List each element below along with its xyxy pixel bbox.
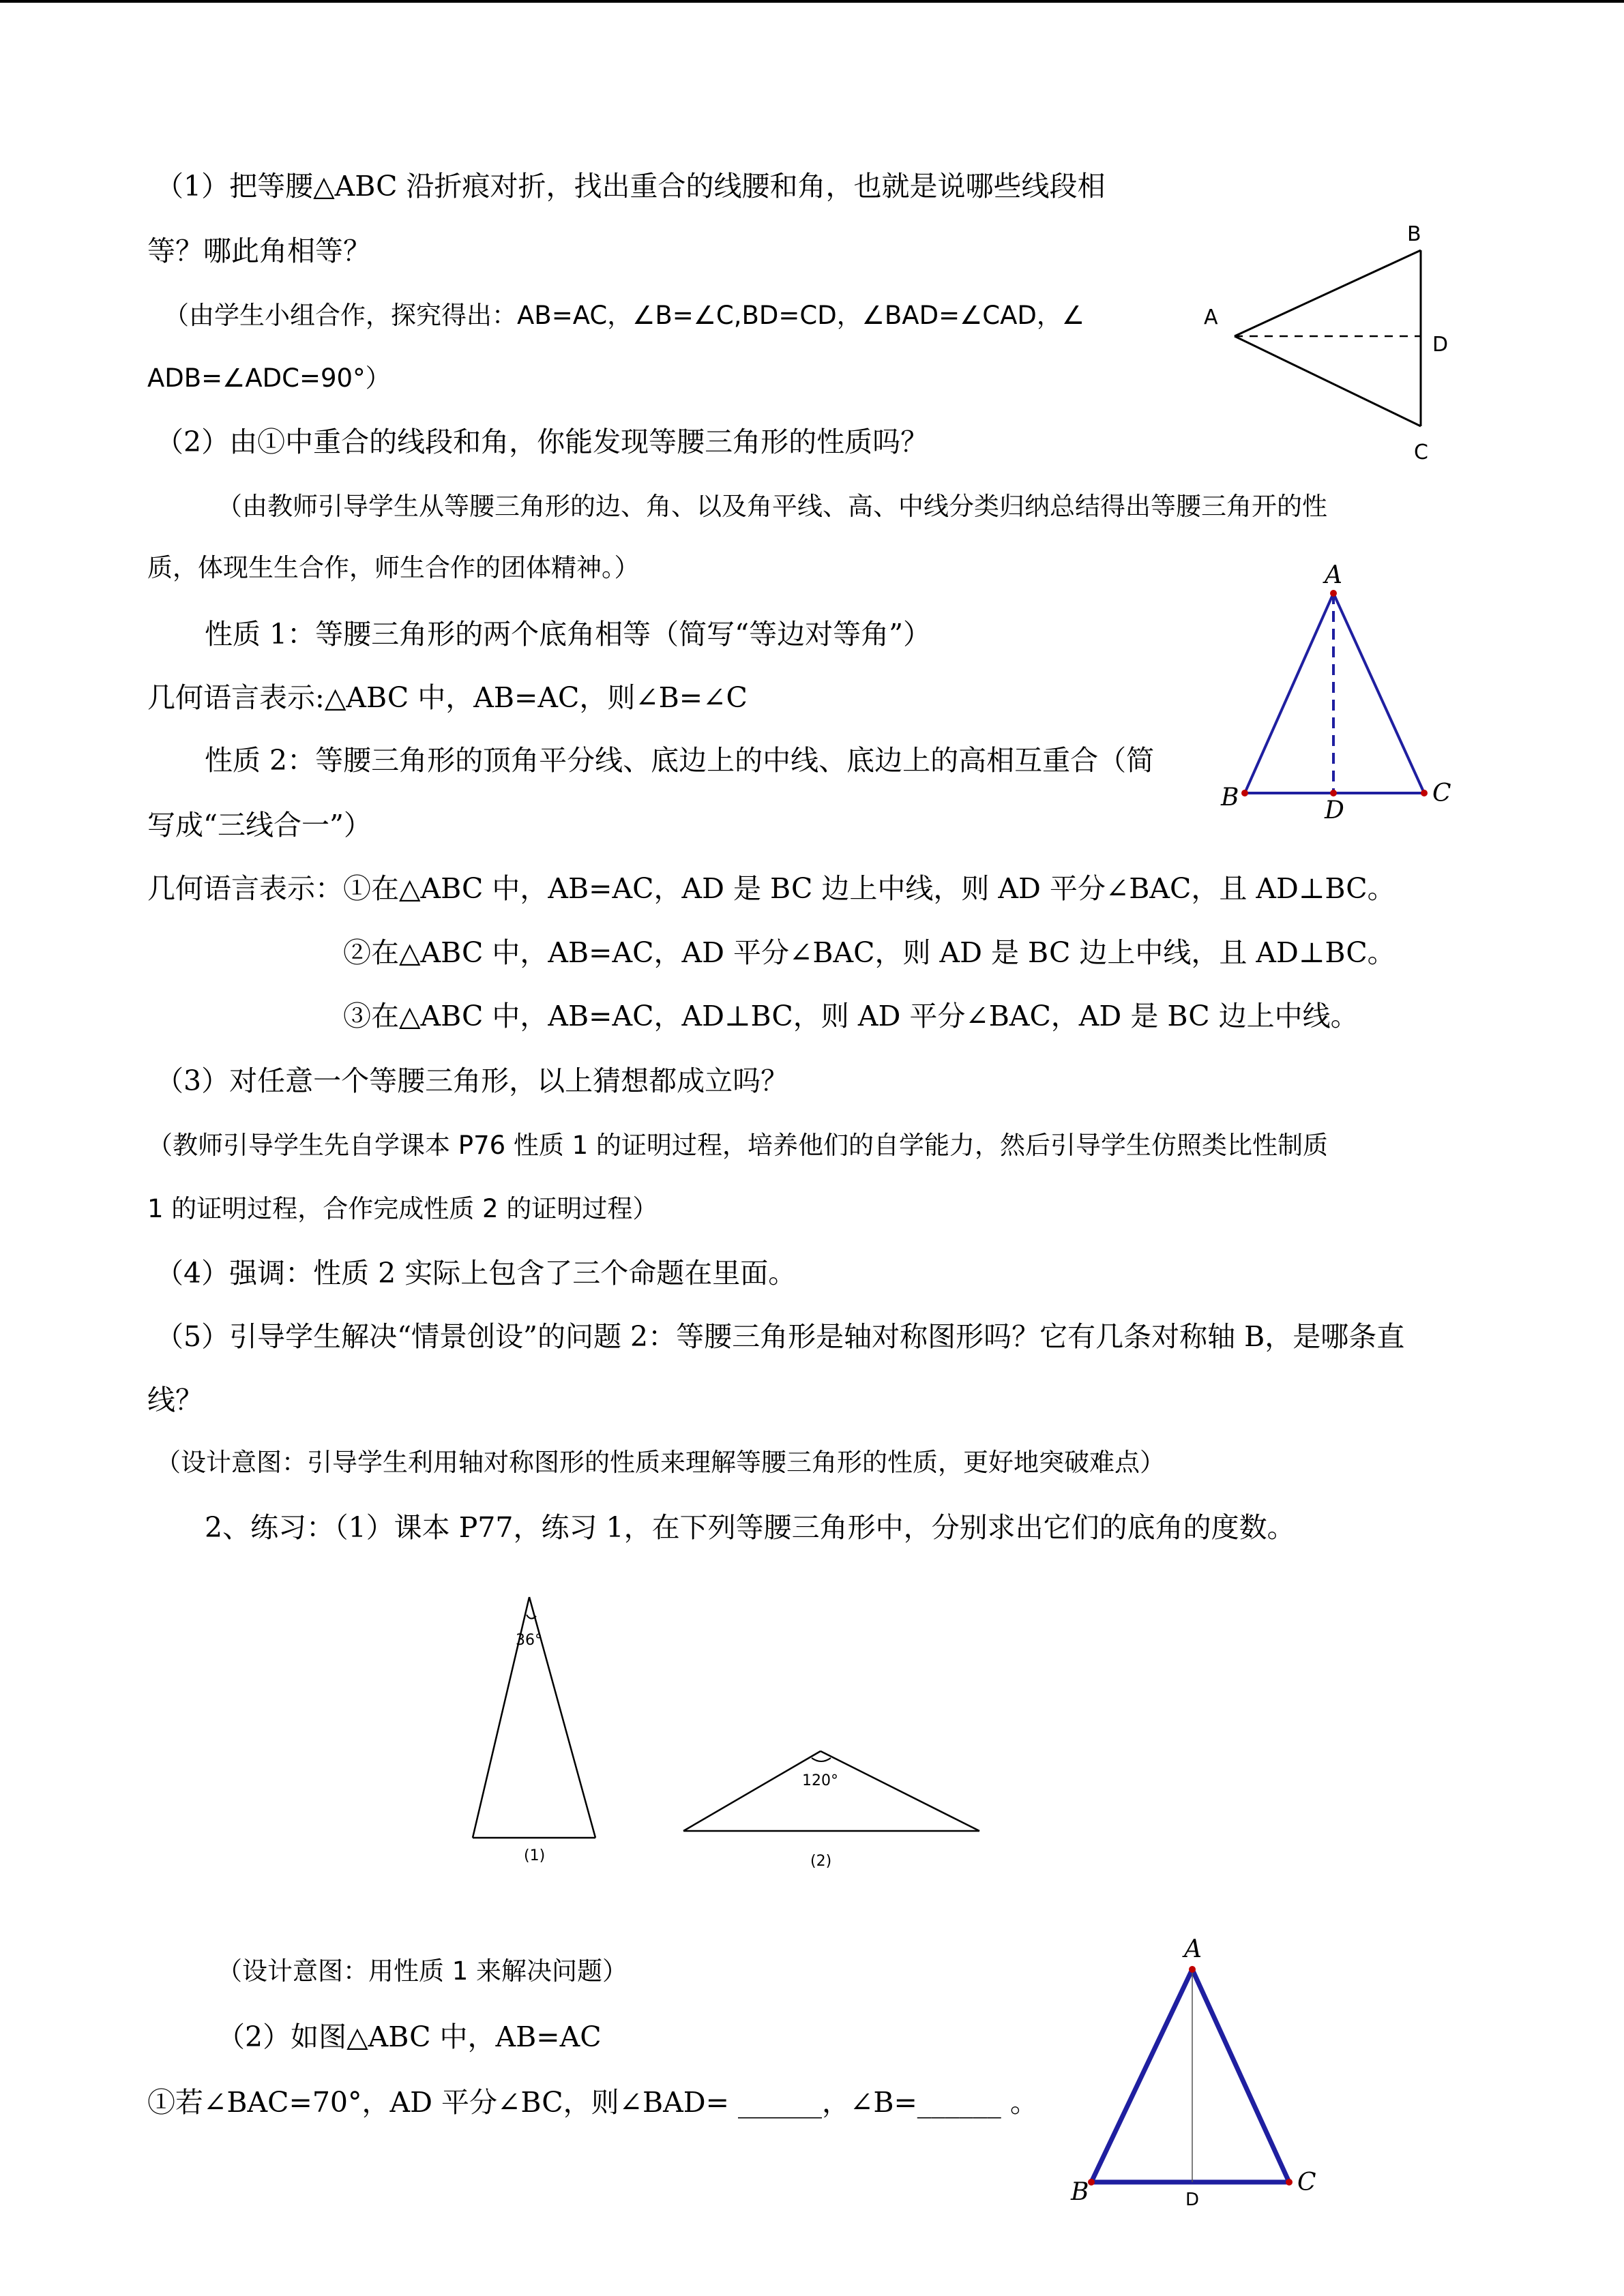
text-line-9: 几何语言表示:△ABC 中，AB=AC，则∠B=∠C: [147, 681, 748, 714]
text-line-11: 写成“三线合一”）: [147, 809, 372, 841]
text-line-1: （1）把等腰△ABC 沿折痕对折，找出重合的线腰和角，也就是说哪些线段相: [156, 170, 1106, 203]
text-line-2: 等？哪此角相等？: [147, 235, 371, 267]
text-line-23: （设计意图：用性质 1 来解决问题）: [217, 1956, 628, 1986]
text-line-24: （2）如图△ABC 中，AB=AC: [217, 2021, 602, 2053]
fig2-label-b: B: [1221, 784, 1239, 811]
fig1-label-c: C: [1414, 441, 1428, 464]
property-2-line: 性质 2：等腰三角形的顶角平分线、底边上的中线、底边上的高相互重合（简: [205, 744, 1155, 777]
fig1-label-b: B: [1407, 222, 1421, 246]
text-line-18: （4）强调：性质 2 实际上包含了三个命题在里面。: [156, 1257, 797, 1289]
page-top-border: [0, 0, 1624, 3]
text-line-4: ADB=∠ADC=90°）: [147, 363, 391, 393]
text-line-12: 几何语言表示：①在△ABC 中，AB=AC，AD 是 BC 边上中线，则 AD 平分∠BAC，且 AD⊥BC。: [147, 872, 1396, 905]
fig4-angle-label: 120°: [802, 1772, 838, 1789]
text-line-15: （3）对任意一个等腰三角形，以上猜想都成立吗？: [156, 1064, 789, 1097]
text-line-20: 线？: [147, 1384, 203, 1416]
figure-exercise-2: [675, 1739, 989, 1875]
fig5-label-c: C: [1297, 2168, 1316, 2196]
fig1-label-a: A: [1204, 305, 1218, 329]
figure-triangle-abc-exercise: [1057, 1930, 1344, 2230]
fig4-caption: (2): [810, 1853, 832, 1870]
fig5-label-b: B: [1071, 2178, 1089, 2206]
property-1-line: 性质 1：等腰三角形的两个底角相等（简写“等边对等角”）: [205, 618, 932, 651]
fig2-label-d: D: [1325, 796, 1344, 824]
exercise-heading: 2、练习：（1）课本 P77，练习 1，在下列等腰三角形中，分别求出它们的底角的度数。: [205, 1511, 1295, 1544]
text-line-3: （由学生小组合作，探究得出：AB=AC，∠B=∠C,BD=CD，∠BAD=∠CAD，∠: [164, 301, 1085, 330]
fig2-label-c: C: [1432, 779, 1451, 807]
text-line-25: ①若∠BAC=70°，AD 平分∠BC，则∠BAD= ______，∠B=______ 。: [147, 2086, 1038, 2119]
fig3-caption: (1): [524, 1847, 546, 1864]
fig5-label-a: A: [1184, 1935, 1202, 1963]
text-line-14: ③在△ABC 中，AB=AC，AD⊥BC，则 AD 平分∠BAC，AD 是 BC 边上中线。: [343, 1000, 1359, 1032]
fig1-label-d: D: [1432, 333, 1449, 357]
figure-triangle-abc-blue: [1207, 556, 1466, 829]
text-line-17: 1 的证明过程，合作完成性质 2 的证明过程）: [147, 1194, 658, 1223]
text-line-5: （2）由①中重合的线段和角，你能发现等腰三角形的性质吗？: [156, 426, 929, 458]
fig2-label-a: A: [1325, 561, 1342, 589]
text-line-6: （由教师引导学生从等腰三角形的边、角、以及角平线、高、中线分类归纳总结得出等腰三角开的性: [217, 492, 1327, 521]
text-line-21: （设计意图：引导学生利用轴对称图形的性质来理解等腰三角形的性质，更好地突破难点）: [156, 1448, 1165, 1477]
text-line-7: 质，体现生生合作，师生合作的团体精神。）: [147, 553, 640, 582]
text-line-13: ②在△ABC 中，AB=AC，AD 平分∠BAC，则 AD 是 BC 边上中线，且 AD⊥BC。: [343, 936, 1396, 969]
text-line-19: （5）引导学生解决“情景创设”的问题 2：等腰三角形是轴对称图形吗？它有几条对称轴 B，是哪条直: [156, 1320, 1405, 1353]
figure-triangle-abc-horizontal: [1197, 222, 1470, 474]
fig5-label-d: D: [1185, 2190, 1200, 2210]
fig3-angle-label: 36°: [516, 1632, 542, 1649]
text-line-16: （教师引导学生先自学课本 P76 性质 1 的证明过程，培养他们的自学能力，然后引导学生仿照类比性制质: [147, 1131, 1328, 1160]
figure-exercise-1: [450, 1582, 628, 1882]
